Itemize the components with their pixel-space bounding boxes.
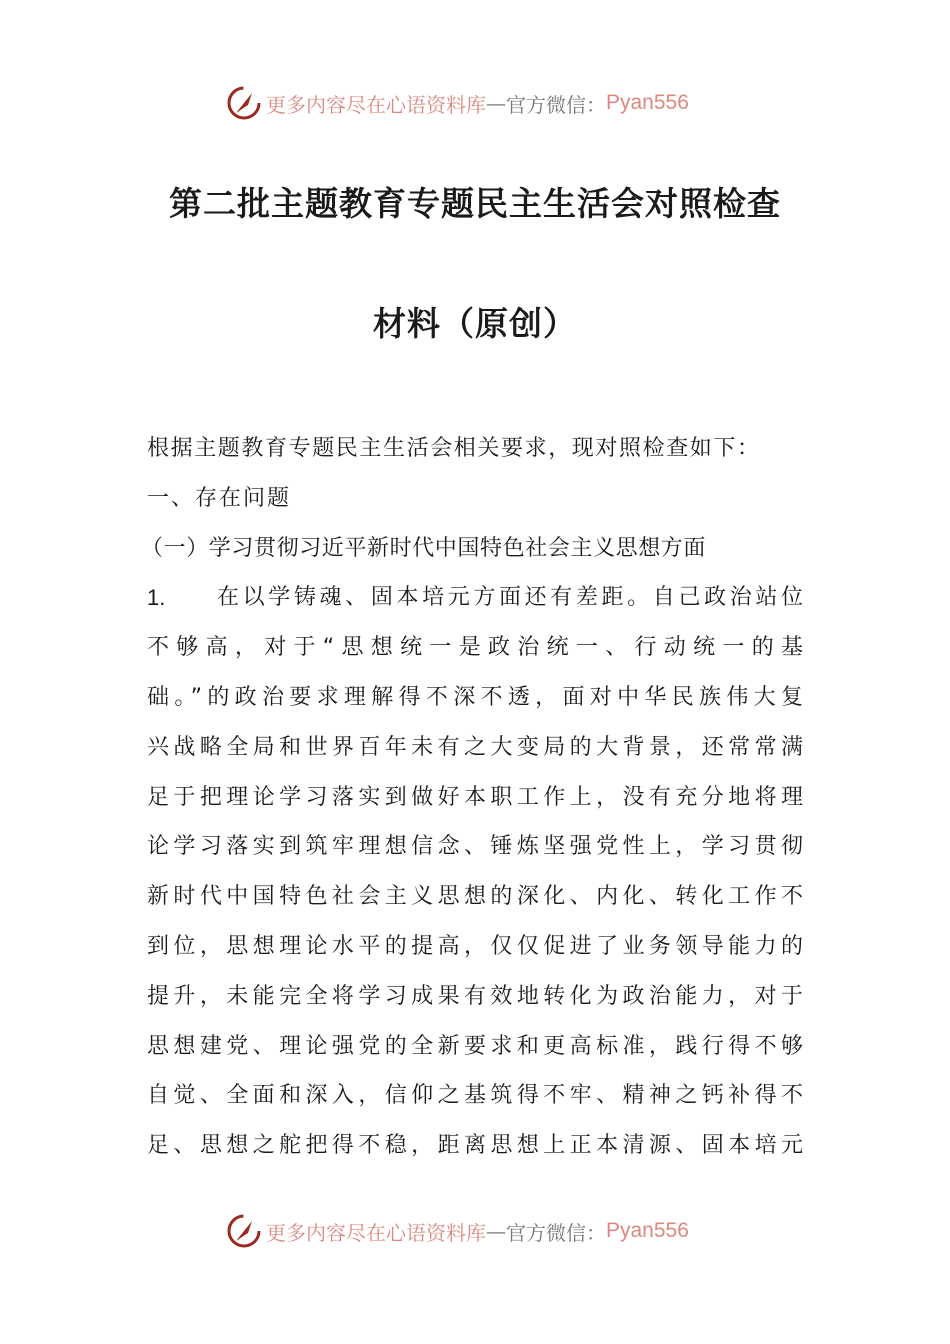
watermark-site: 更多内容尽在心语资料库 bbox=[266, 92, 486, 117]
paragraph-line: 新时代中国特色社会主义思想的深化、内化、转化工作不 bbox=[147, 884, 803, 910]
watermark-wechat-label: 官方微信： bbox=[506, 1220, 606, 1245]
watermark-wechat-id: Pyan556 bbox=[606, 91, 689, 114]
watermark-header bbox=[226, 85, 689, 121]
document-body bbox=[141, 428, 803, 1175]
paragraph-line: 不够高，对于“思想统一是政治统一、行动统一的基 bbox=[147, 635, 803, 661]
document-title-line1: 第二批主题教育专题民主生活会对照检查 bbox=[169, 184, 781, 223]
paragraph-line: 到位，思想理论水平的提高，仅仅促进了业务领导能力的 bbox=[147, 933, 803, 959]
paragraph-line: 础。”的政治要求理解得不深不透，面对中华民族伟大复 bbox=[147, 684, 803, 710]
watermark-dash: — bbox=[486, 1219, 506, 1243]
paragraph-line: 提升，未能完全将学习成果有效地转化为政治能力，对于 bbox=[147, 983, 803, 1009]
item-1-first-line bbox=[147, 577, 803, 627]
watermark-wechat-id: Pyan556 bbox=[606, 1219, 689, 1242]
paragraph-line: 思想建党、理论强党的全新要求和更高标准，践行得不够 bbox=[147, 1033, 803, 1059]
paragraph-line: 足于把理论学习落实到做好本职工作上，没有充分地将理 bbox=[147, 784, 803, 810]
intro-paragraph: 根据主题教育专题民主生活会相关要求，现对照检查如下： bbox=[147, 436, 761, 461]
paragraph-line: 自觉、全面和深入，信仰之基筑得不牢、精神之钙补得不 bbox=[147, 1083, 803, 1109]
document-title-line2: 材料（原创） bbox=[373, 304, 577, 343]
paragraph-line: 兴战略全局和世界百年未有之大变局的大背景，还常常满 bbox=[147, 734, 803, 760]
paragraph-line: 论学习落实到筑牢理想信念、锤炼坚强党性上，学习贯彻 bbox=[147, 834, 803, 860]
quill-logo-icon bbox=[226, 85, 262, 121]
watermark-site: 更多内容尽在心语资料库 bbox=[266, 1220, 486, 1245]
section-heading: 一、存在问题 bbox=[147, 485, 292, 511]
item-number: 1. bbox=[147, 585, 166, 611]
paragraph-line: 足、思想之舵把得不稳，距离思想上正本清源、固本培元 bbox=[147, 1133, 803, 1159]
watermark-dash: — bbox=[486, 91, 506, 115]
watermark-wechat-label: 官方微信： bbox=[506, 92, 606, 117]
subsection-heading: （一）学习贯彻习近平新时代中国特色社会主义思想方面 bbox=[141, 535, 707, 561]
item-1-text: 在以学铸魂、固本培元方面还有差距。自己政治站位 bbox=[217, 585, 803, 611]
watermark-footer bbox=[226, 1213, 689, 1249]
quill-logo-icon bbox=[226, 1213, 262, 1249]
